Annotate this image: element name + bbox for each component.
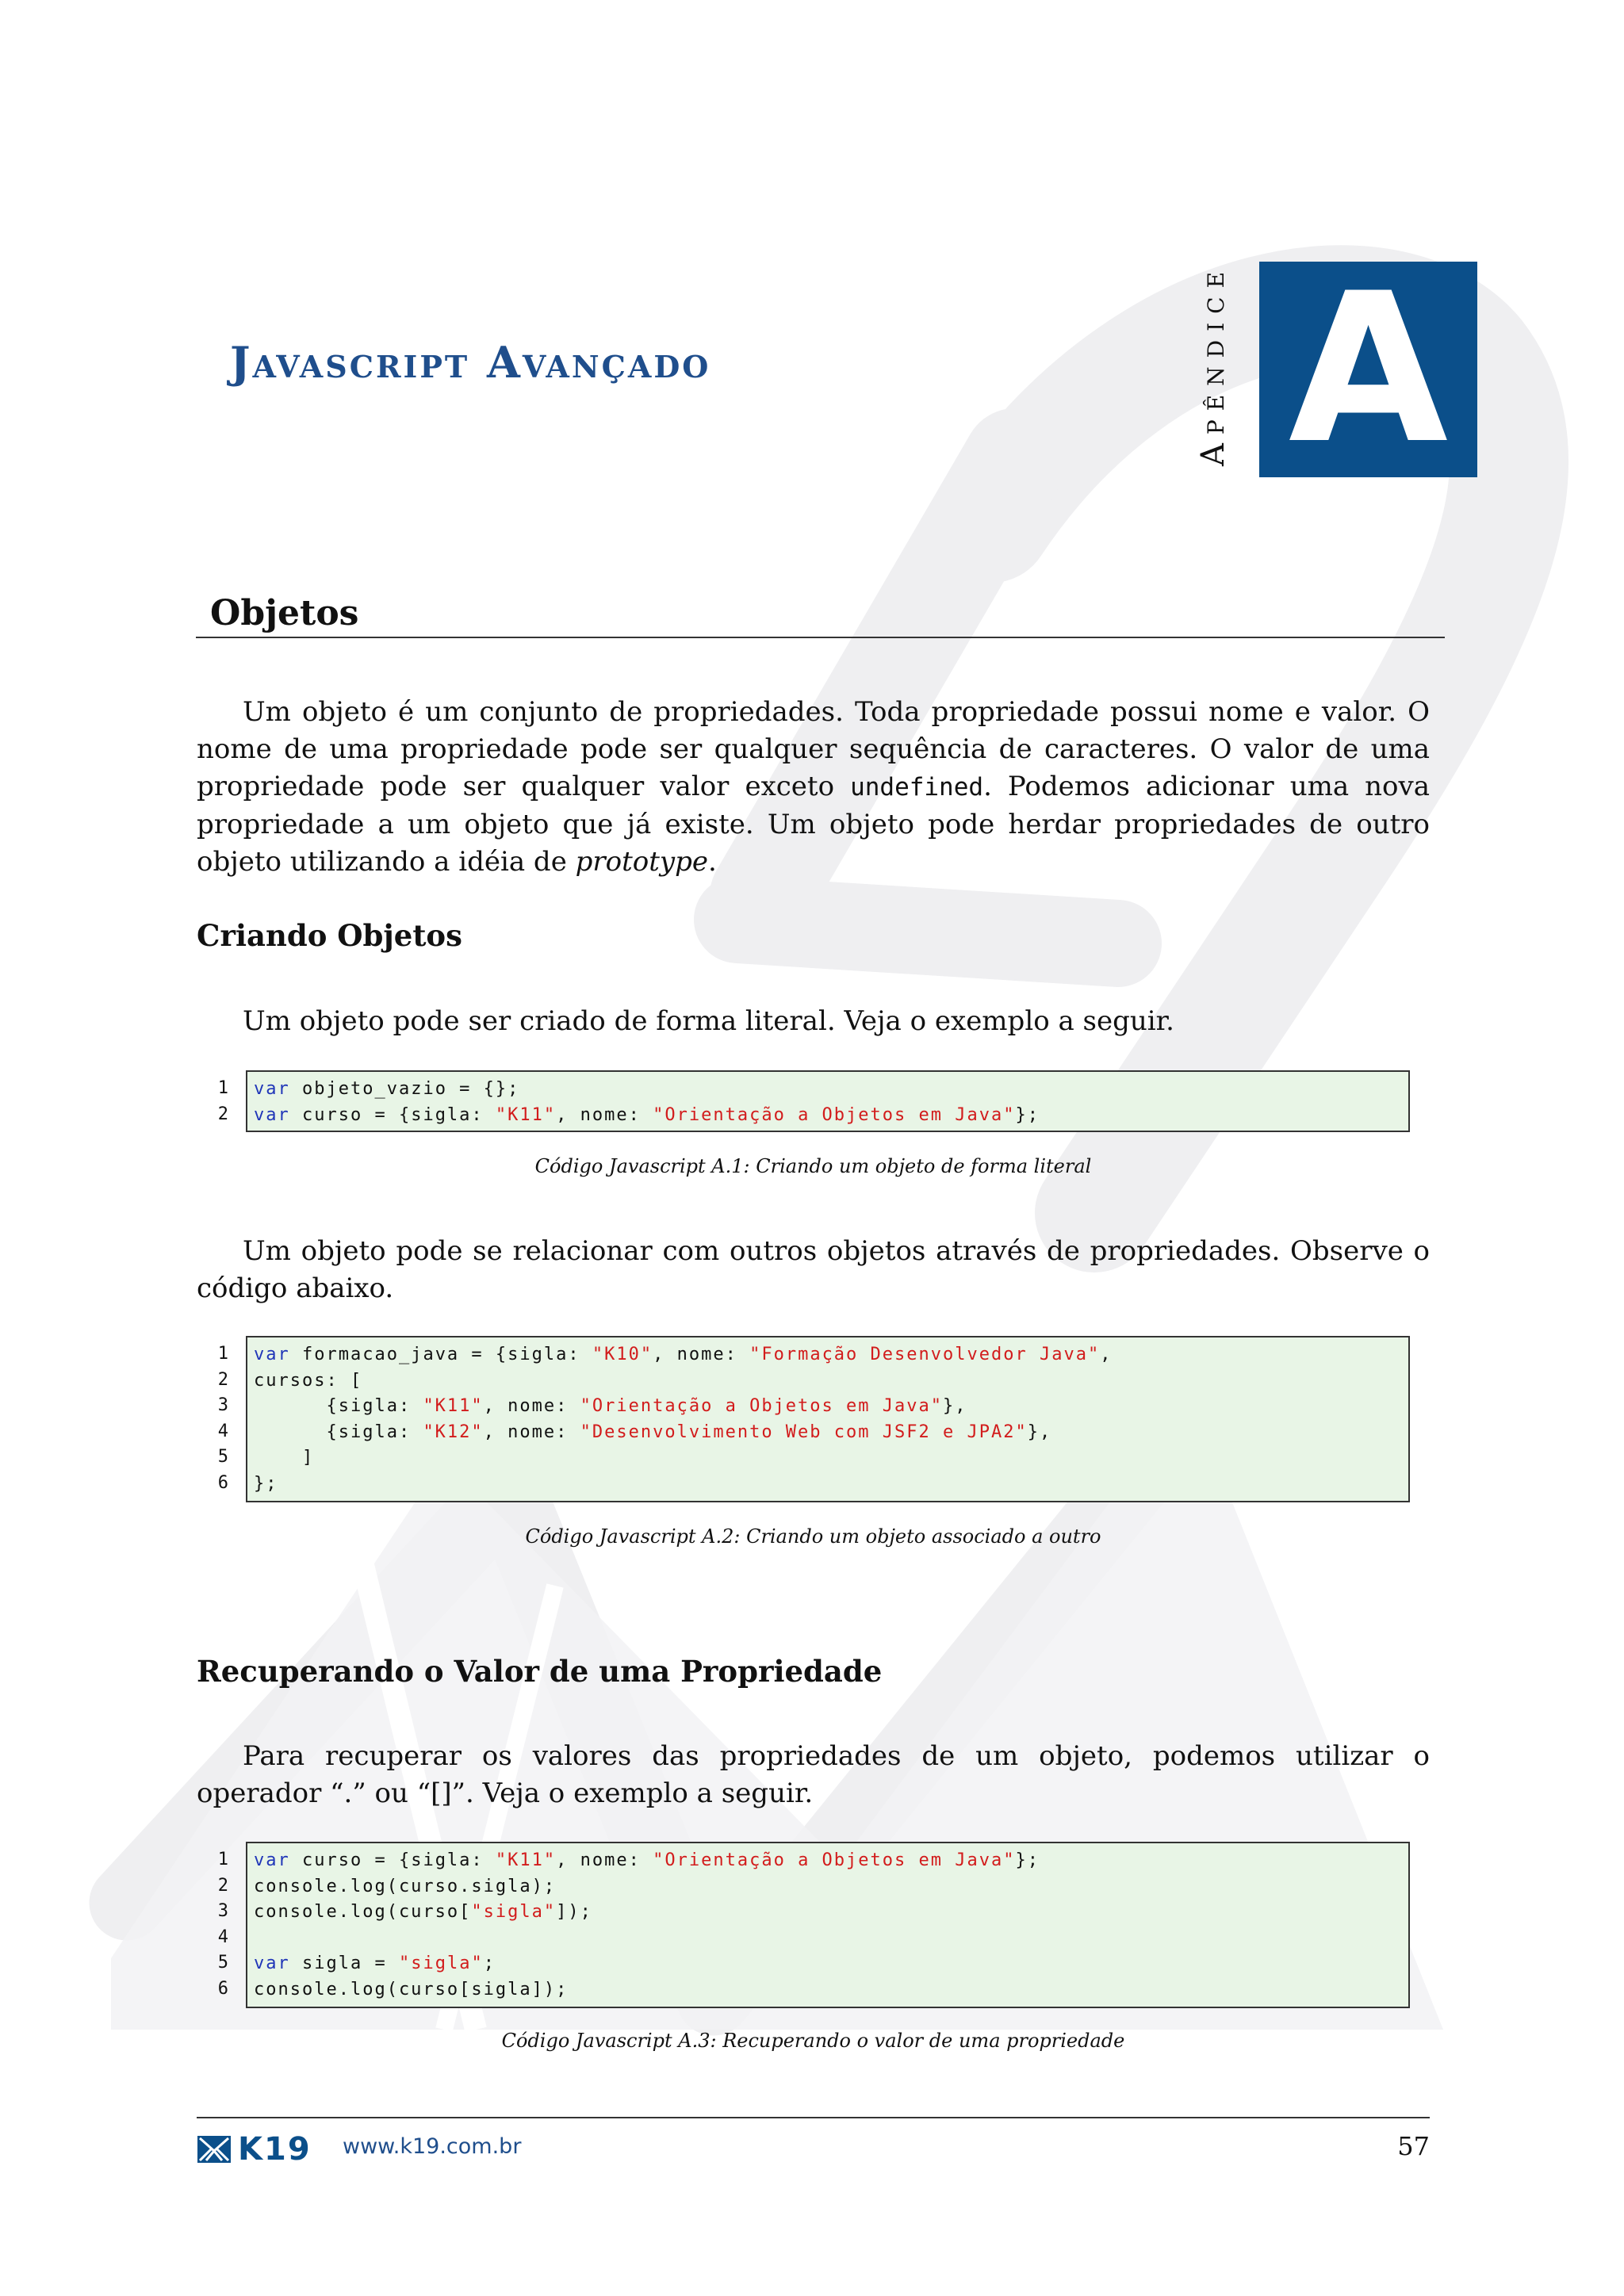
section-title: Objetos <box>210 593 359 633</box>
code-listing-2 <box>197 1336 1410 1502</box>
section-divider <box>196 637 1445 638</box>
k19-logo-text: K19 <box>238 2131 312 2168</box>
code-line: console.log(curso[sigla]); <box>254 1979 569 1999</box>
line-numbers: 1 2 3 4 5 6 <box>217 1344 228 1493</box>
k19-logo-icon <box>197 2135 232 2164</box>
code-listing-1 <box>197 1070 1410 1132</box>
footer-divider <box>197 2117 1430 2118</box>
inline-code: undefined <box>850 773 984 802</box>
paragraph-literal: Um objeto pode ser criado de forma literal. Veja o exemplo a seguir. <box>243 1005 1174 1037</box>
code-caption-2: Código Javascript A.2: Criando um objeto associado a outro <box>525 1525 1101 1548</box>
code-line: var curso = {sigla: "K11", nome: "Orientação a Objetos em Java"}; <box>254 1850 1040 1870</box>
code-listing-3 <box>197 1842 1410 2008</box>
code-line: cursos: [ <box>254 1370 363 1391</box>
code-block <box>246 1842 1410 2008</box>
code-caption-3: Código Javascript A.3: Recuperando o valor de uma propriedade <box>501 2030 1125 2052</box>
subsection-title-criando-objetos: Criando Objetos <box>197 918 462 953</box>
code-block <box>246 1336 1410 1502</box>
chapter-title: Javascript Avançado <box>230 337 711 388</box>
footer-url-link[interactable]: www.k19.com.br <box>343 2134 522 2159</box>
appendix-label <box>1193 258 1233 472</box>
subsection-title-recuperando: Recuperando o Valor de uma Propriedade <box>197 1654 883 1689</box>
emphasis-text: prototype <box>575 846 709 878</box>
appendix-letter-box <box>1259 250 1477 489</box>
code-line: var objeto_vazio = {}; <box>254 1079 520 1099</box>
page-number: 57 <box>1397 2131 1430 2161</box>
code-line: var curso = {sigla: "K11", nome: "Orientação a Objetos em Java"}; <box>254 1104 1040 1125</box>
code-block <box>246 1070 1410 1132</box>
appendix-letter: A <box>1288 250 1449 489</box>
line-numbers: 1 2 3 4 5 6 <box>217 1850 228 1999</box>
code-line-empty <box>254 1926 1402 1952</box>
code-line: console.log(curso["sigla"]); <box>254 1902 592 1923</box>
code-line: {sigla: "K12", nome: "Desenvolvimento Web com JSF2 e JPA2"}, <box>254 1422 1052 1442</box>
k19-logo <box>197 2131 312 2168</box>
appendix-label-text: Apêndice <box>1195 262 1232 467</box>
intro-paragraph: Um objeto é um conjunto de propriedades. Toda propriedade possui nome e valor. O nome de uma propriedade pode ser qualquer sequência de caracteres. O valor de uma propriedade pode ser qualquer valor exceto undefined. Podemos adicionar uma nova propriedade a um objeto que já existe. Um objeto pode herdar propriedades de outro objeto utilizando a idéia de prototype. <box>197 696 1430 878</box>
code-line: var formacao_java = {sigla: "K10", nome: "Formação Desenvolvedor Java", <box>254 1345 1113 1364</box>
code-caption-1: Código Javascript A.1: Criando um objeto de forma literal <box>534 1155 1092 1177</box>
code-line: {sigla: "K11", nome: "Orientação a Objetos em Java"}, <box>254 1396 967 1417</box>
code-line: }; <box>254 1473 278 1494</box>
code-line: console.log(curso.sigla); <box>254 1876 557 1896</box>
line-numbers: 1 2 <box>217 1078 228 1124</box>
paragraph-relationships: Um objeto pode se relacionar com outros objetos através de propriedades. Observe o código abaixo. <box>197 1235 1430 1304</box>
code-line: var sigla = "sigla"; <box>254 1954 496 1974</box>
code-line: ] <box>254 1448 315 1468</box>
paragraph-retrieving: Para recuperar os valores das propriedades de um objeto, podemos utilizar o operador “.” ou “[]”. Veja o exemplo a seguir. <box>197 1740 1430 1809</box>
